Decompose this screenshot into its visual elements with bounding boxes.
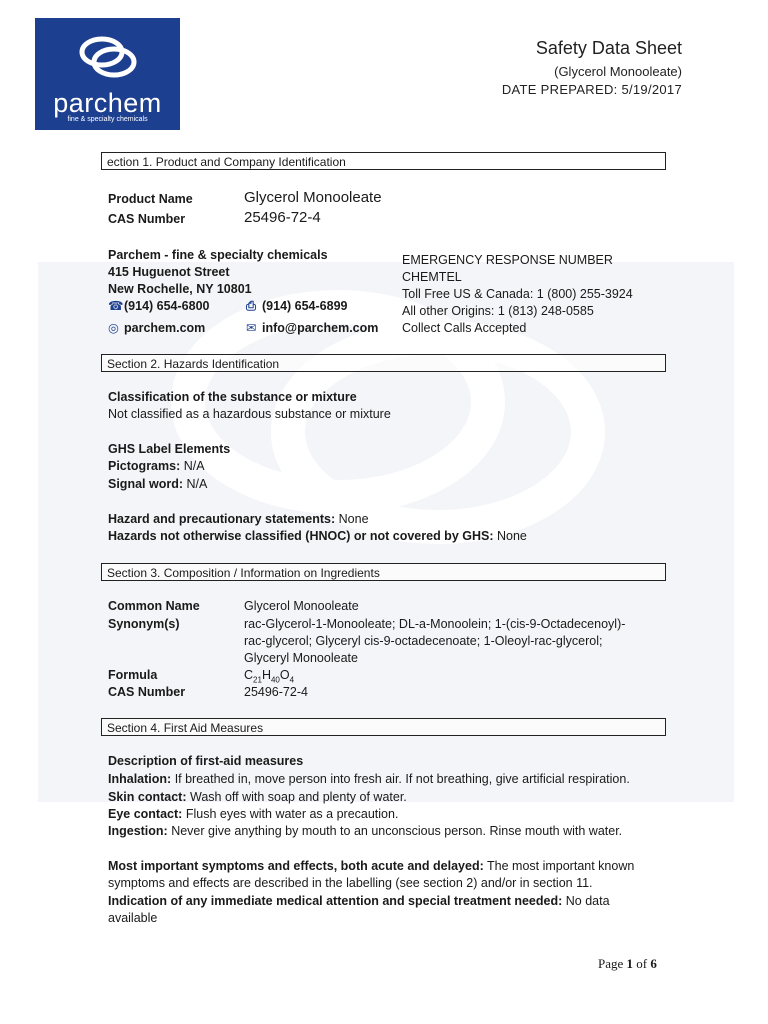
skin-contact-value: Wash off with soap and plenty of water. — [189, 790, 407, 804]
skin-contact-line — [108, 789, 407, 806]
website-link[interactable]: parchem.com — [124, 321, 206, 335]
page-number — [598, 956, 657, 972]
section-1-header: ection 1. Product and Company Identification — [101, 152, 666, 170]
product-name-label: Product Name — [108, 192, 193, 206]
formula-o: O — [279, 668, 290, 682]
cas-number-label: CAS Number — [108, 212, 186, 226]
page-current: 1 — [626, 956, 634, 971]
logo-tagline: fine & specialty chemicals — [67, 116, 148, 123]
parchem-logo — [35, 18, 180, 130]
document-title: Safety Data Sheet — [535, 38, 682, 58]
fax-icon: ⎙ — [246, 299, 257, 313]
indication-label: Indication of any immediate medical attention and special treatment needed: — [108, 894, 563, 908]
skin-contact-label: Skin contact: — [108, 790, 187, 804]
emergency-toll-free: Toll Free US & Canada: 1 (800) 255-3924 — [402, 287, 633, 301]
page-of: of — [633, 956, 651, 971]
phone-line — [108, 298, 209, 315]
hazard-statements-line — [108, 511, 369, 528]
phone-number: (914) 654-6800 — [124, 299, 210, 313]
classification-value: Not classified as a hazardous substance or mixture — [108, 407, 391, 421]
indication-paragraph — [108, 893, 648, 927]
symptoms-value: The most important known symptoms and effects are described in the labelling (see section 2) and/or in section 11. — [108, 859, 635, 890]
common-name-label: Common Name — [108, 599, 200, 613]
signal-word-line — [108, 476, 207, 493]
first-aid-description-label: Description of first-aid measures — [108, 754, 304, 768]
classification-label: Classification of the substance or mixture — [108, 390, 357, 404]
eye-contact-line — [108, 806, 398, 823]
company-street: 415 Huguenot Street — [108, 265, 230, 279]
page-prefix: Page — [598, 956, 627, 971]
fax-line — [246, 298, 347, 315]
formula-o-sub: 4 — [289, 675, 295, 685]
ingestion-label: Ingestion: — [108, 824, 168, 838]
hnoc-line — [108, 528, 527, 545]
synonyms-label: Synonym(s) — [108, 617, 180, 631]
emergency-collect: Collect Calls Accepted — [402, 321, 527, 335]
pictograms-line — [108, 458, 205, 475]
phone-icon: ☎ — [108, 299, 124, 313]
common-name-value: Glycerol Monooleate — [244, 599, 359, 613]
company-city: New Rochelle, NY 10801 — [108, 282, 252, 296]
fax-number: (914) 654-6899 — [262, 299, 348, 313]
logo-wordmark: parchem — [53, 88, 162, 118]
section-2-header: Section 2. Hazards Identification — [101, 354, 666, 372]
ghs-label: GHS Label Elements — [108, 442, 231, 456]
signal-word-value: N/A — [186, 477, 208, 491]
emergency-other-origins: All other Origins: 1 (813) 248-0585 — [402, 304, 594, 318]
email-line[interactable] — [246, 320, 378, 337]
globe-icon: ◎ — [108, 321, 119, 335]
eye-contact-label: Eye contact: — [108, 807, 183, 821]
page-total: 6 — [650, 956, 657, 971]
hnoc-label: Hazards not otherwise classified (HNOC) or not covered by GHS: — [108, 529, 494, 543]
symptoms-paragraph — [108, 858, 648, 892]
envelope-icon: ✉ — [246, 321, 257, 335]
synonyms-value: rac-Glycerol-1-Monooleate; DL-a-Monoolein; 1-(cis-9-Octadecenoyl)-rac-glycerol; Glyceryl cis-9-octadecenoate; 1-Oleoyl-rac-glycerol; Glyceryl Monooleate — [244, 617, 626, 665]
formula-label: Formula — [108, 668, 158, 682]
inhalation-line — [108, 771, 630, 788]
website-line[interactable] — [108, 320, 205, 337]
document-subtitle: (Glycerol Monooleate) — [554, 64, 682, 79]
company-name: Parchem - fine & specialty chemicals — [108, 248, 328, 262]
formula-h-sub: 40 — [270, 675, 280, 685]
inhalation-label: Inhalation: — [108, 772, 172, 786]
cas-number-value: 25496-72-4 — [244, 209, 321, 226]
product-name-value: Glycerol Monooleate — [244, 189, 382, 206]
hazard-statements-value: None — [338, 512, 369, 526]
emergency-provider: CHEMTEL — [402, 270, 462, 284]
email-link[interactable]: info@parchem.com — [262, 321, 379, 335]
formula-c: C — [244, 668, 254, 682]
formula-c-sub: 21 — [253, 675, 262, 685]
hnoc-value: None — [496, 529, 527, 543]
pictograms-label: Pictograms: — [108, 459, 181, 473]
date-prepared: DATE PREPARED: 5/19/2017 — [501, 82, 682, 97]
symptoms-label: Most important symptoms and effects, both acute and delayed: — [108, 859, 484, 873]
signal-word-label: Signal word: — [108, 477, 183, 491]
ingestion-value: Never give anything by mouth to an unconscious person. Rinse mouth with water. — [171, 824, 623, 838]
hazard-statements-label: Hazard and precautionary statements: — [108, 512, 336, 526]
emergency-title: EMERGENCY RESPONSE NUMBER — [402, 253, 613, 267]
cas-number-label-2: CAS Number — [108, 685, 186, 699]
pictograms-value: N/A — [183, 459, 205, 473]
section-4-header: Section 4. First Aid Measures — [101, 718, 666, 736]
eye-contact-value: Flush eyes with water as a precaution. — [185, 807, 399, 821]
cas-number-value-2: 25496-72-4 — [244, 685, 308, 699]
ingestion-line — [108, 823, 622, 840]
formula-h: H — [261, 668, 271, 682]
section-3-header: Section 3. Composition / Information on Ingredients — [101, 563, 666, 581]
indication-value: No data available — [108, 894, 610, 925]
inhalation-value: If breathed in, move person into fresh air. If not breathing, give artificial respiration. — [174, 772, 630, 786]
logo-rings-icon — [78, 32, 138, 82]
